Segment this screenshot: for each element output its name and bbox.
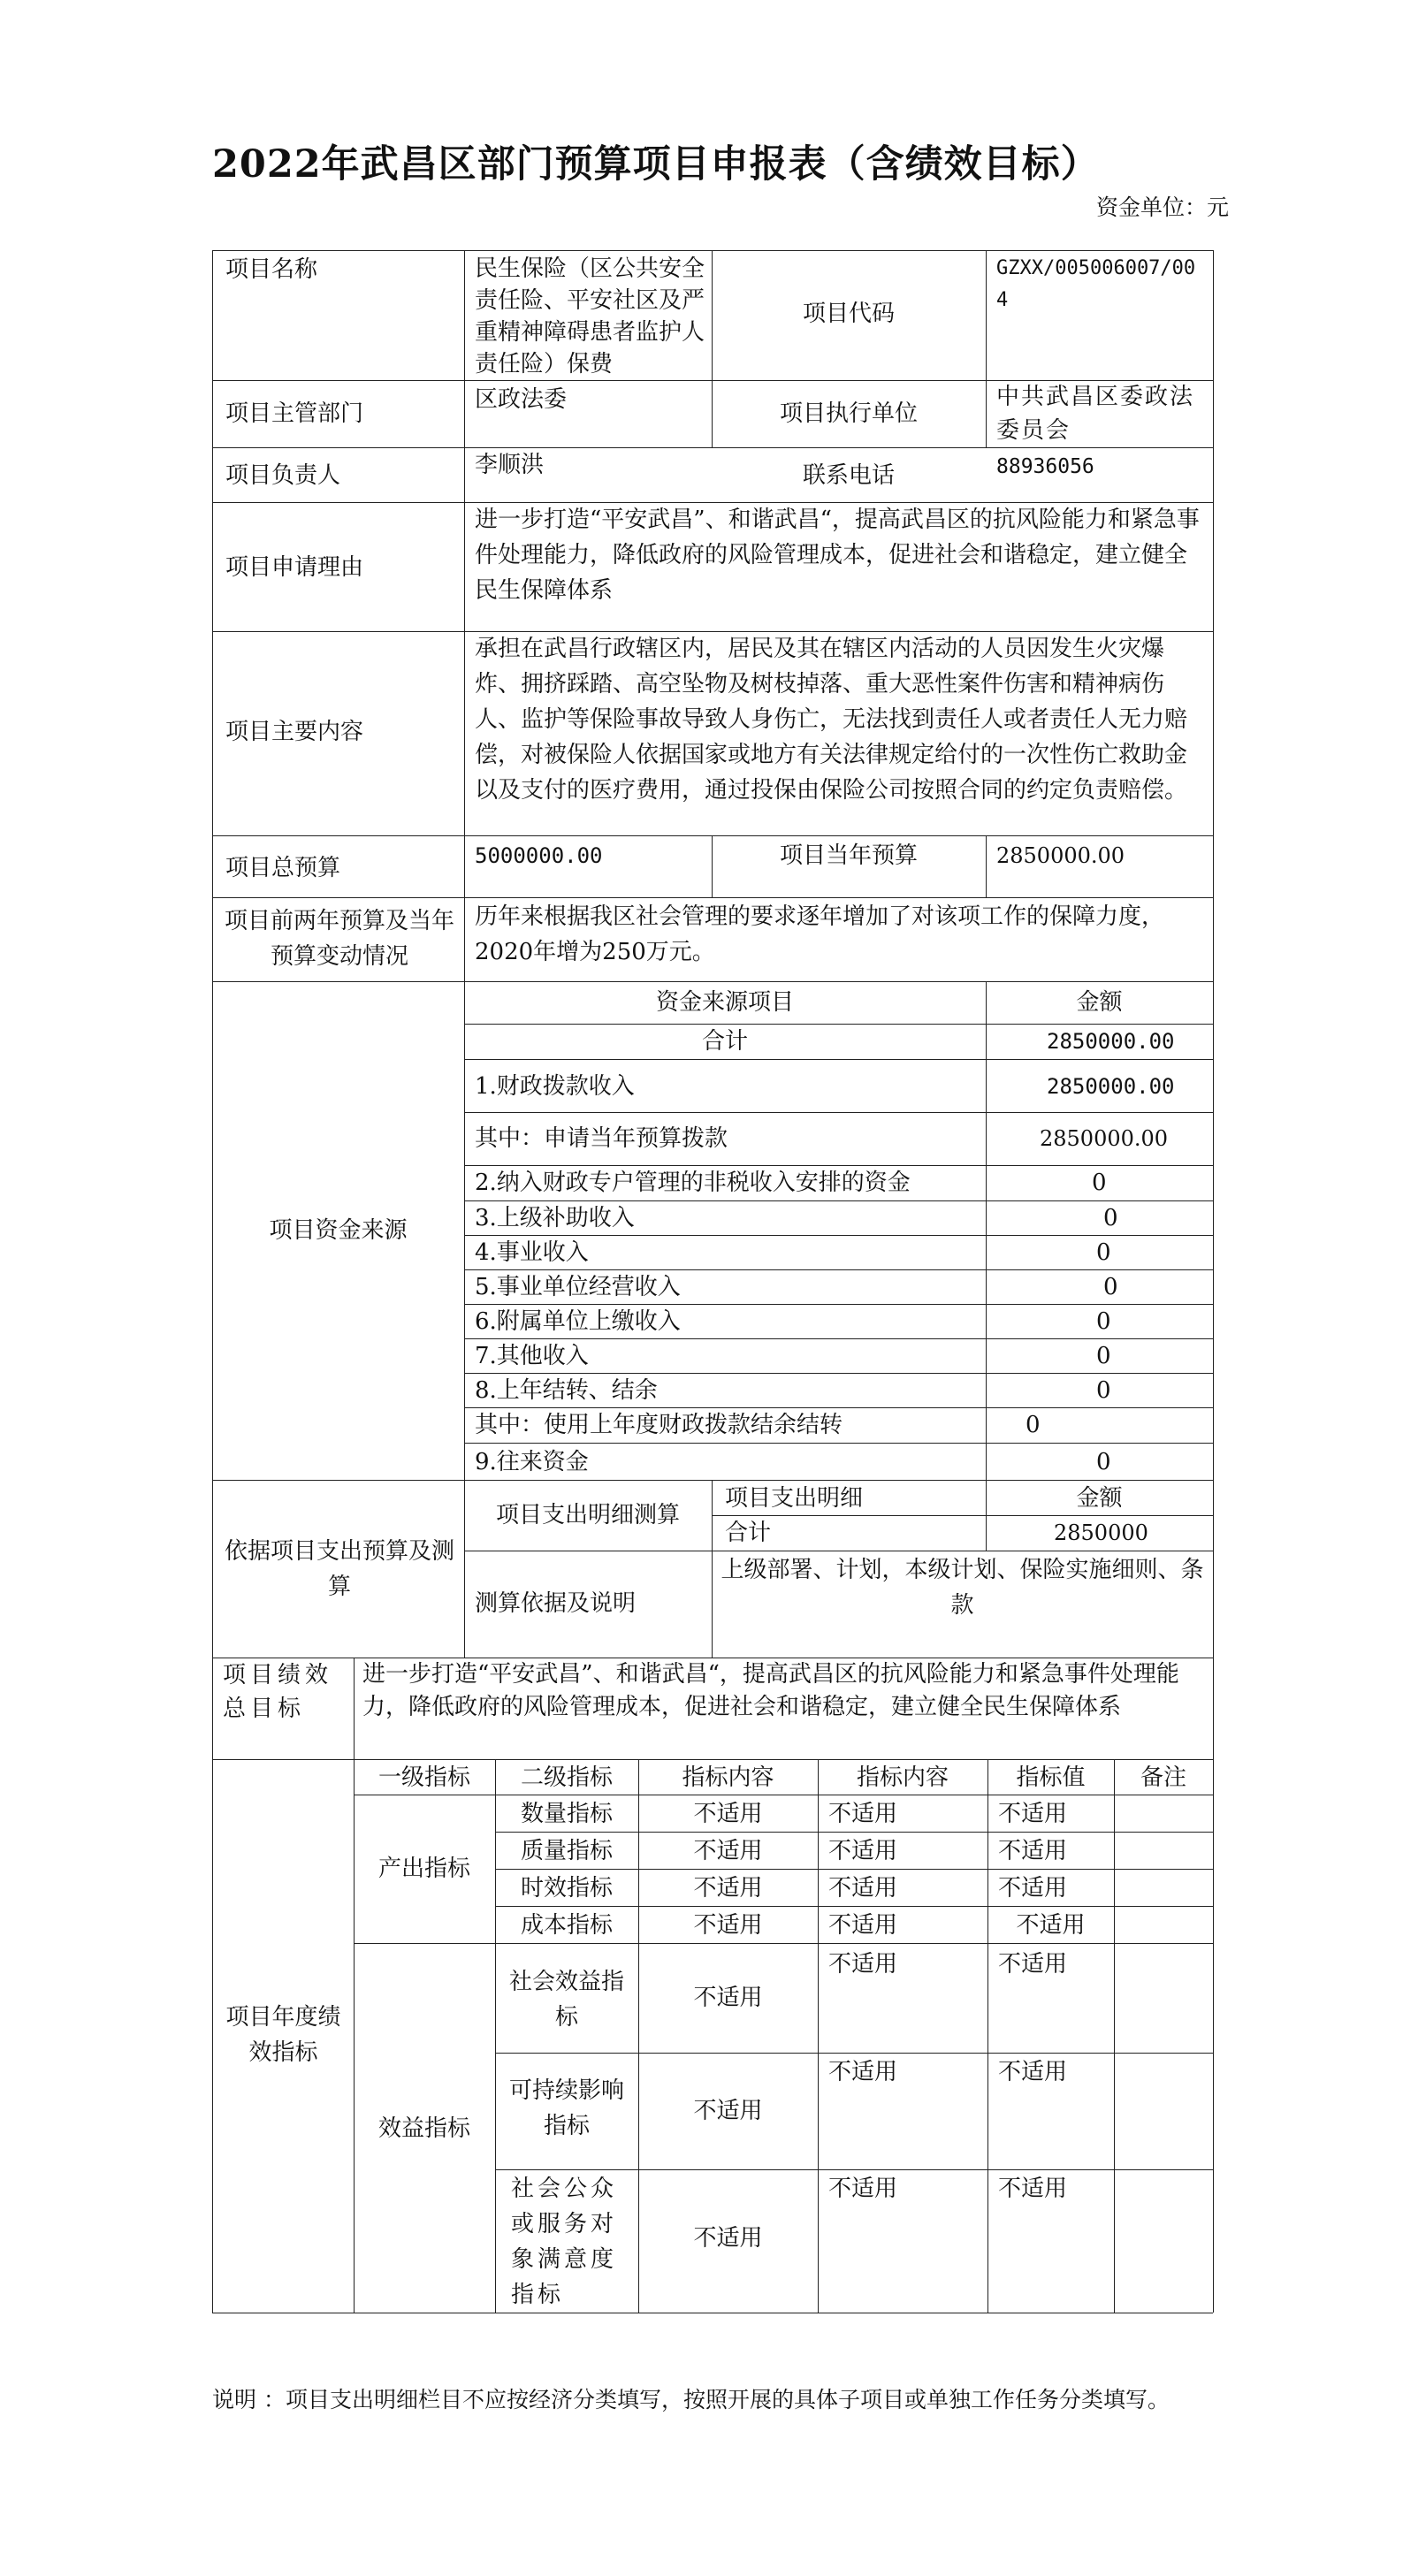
phone-label: 联系电话 (802, 462, 895, 489)
exec-unit-value: 中共武昌区委政法委员会 (996, 384, 1195, 444)
perf-header-note: 备注 (1140, 1764, 1186, 1791)
funding-row-amount: 0 (1096, 1239, 1111, 1266)
level1-benefit: 效益指标 (377, 2115, 470, 2142)
perf-header-level1: 一级指标 (377, 1764, 470, 1791)
indicator-level2: 质量指标 (520, 1838, 613, 1864)
year-budget-value: 2850000.00 (996, 843, 1125, 868)
currency-unit: 资金单位：元 (1095, 194, 1229, 220)
footer-note: 说明 ：项目支出明细栏目不应按经济分类填写，按照开展的具体子项目或单独工作任务分类填写。 (212, 2387, 1170, 2412)
funding-row-amount: 0 (1103, 1274, 1118, 1300)
funding-row-name: 9.往来资金 (475, 1449, 589, 1475)
content-label: 项目主要内容 (225, 719, 364, 745)
funding-row-name: 其中：申请当年预算拨款 (475, 1125, 728, 1152)
project-code-value: GZXX/005006007/004 (996, 257, 1196, 311)
funding-source-label: 项目资金来源 (269, 1217, 408, 1244)
indicator-value: 不适用 (998, 1801, 1068, 1827)
funding-col-source: 资金来源项目 (655, 989, 794, 1016)
funding-row-name: 合计 (701, 1028, 748, 1055)
indicator-content: 不适用 (693, 2225, 763, 2252)
expense-total-value: 2850000 (1054, 1520, 1148, 1545)
indicator-content: 不适用 (693, 1985, 763, 2011)
indicator-level2: 数量指标 (520, 1801, 613, 1827)
calc-basis-value: 上级部署、计划，本级计划、保险实施细则、条款 (721, 1557, 1204, 1619)
reason-value: 进一步打造“平安武昌”、和谐武昌“，提高武昌区的抗风险能力和紧急事件处理能力，降低政府的风险管理成本，促进社会和谐稳定，建立健全民生保障体系 (475, 507, 1200, 604)
indicator-level2: 成本指标 (520, 1912, 613, 1939)
expense-detail-label: 项目支出明细测算 (495, 1502, 680, 1528)
indicator-content: 不适用 (693, 1838, 763, 1864)
indicator-value: 不适用 (998, 1951, 1068, 1978)
indicator-value: 不适用 (998, 2176, 1068, 2202)
indicator-content: 不适用 (693, 1912, 763, 1939)
indicator-content: 不适用 (828, 2176, 898, 2202)
perf-header-content: 指标内容 (682, 1764, 774, 1791)
indicator-value: 不适用 (998, 2059, 1068, 2085)
dept-label: 项目主管部门 (225, 400, 364, 427)
perf-indicators-label: 项目年度绩效指标 (225, 2004, 341, 2066)
funding-row-name: 6.附属单位上缴收入 (475, 1308, 681, 1335)
funding-col-amount: 金额 (1076, 989, 1123, 1016)
funding-row-amount: 2850000.00 (1047, 1074, 1175, 1099)
funding-row-name: 1.财政拨款收入 (475, 1073, 635, 1100)
indicator-content: 不适用 (828, 1801, 898, 1827)
exec-unit-label: 项目执行单位 (779, 400, 918, 427)
funding-row-amount: 0 (1096, 1308, 1111, 1335)
funding-row-name: 8.上年结转、结余 (475, 1377, 658, 1404)
funding-row-amount: 2850000.00 (1040, 1126, 1169, 1151)
expense-col-amount: 金额 (1076, 1485, 1123, 1512)
funding-row-name: 4.事业收入 (475, 1239, 589, 1266)
total-budget-label: 项目总预算 (225, 855, 341, 881)
indicator-value: 不适用 (998, 1875, 1068, 1902)
perf-header-level2: 二级指标 (520, 1764, 613, 1791)
perf-header-value: 指标值 (1016, 1764, 1086, 1791)
funding-row-name: 7.其他收入 (475, 1343, 589, 1369)
budget-change-value: 历年来根据我区社会管理的要求逐年增加了对该项工作的保障力度，2020年增为250万元。 (475, 903, 1165, 965)
funding-row-name: 2.纳入财政专户管理的非税收入安排的资金 (475, 1170, 911, 1196)
indicator-value: 不适用 (998, 1838, 1068, 1864)
year-budget-label: 项目当年预算 (779, 842, 918, 869)
level1-output: 产出指标 (377, 1856, 470, 1882)
reason-label: 项目申请理由 (225, 554, 364, 581)
budget-change-label: 项目前两年预算及当年预算变动情况 (224, 908, 454, 970)
expense-total-label: 合计 (725, 1520, 772, 1546)
phone-value: 88936056 (996, 455, 1094, 478)
calc-basis-label: 测算依据及说明 (475, 1590, 637, 1617)
indicator-level2: 社会公众或服务对象满意度指标 (511, 2176, 618, 2308)
funding-row-amount: 0 (1096, 1377, 1111, 1404)
indicator-content: 不适用 (693, 2098, 763, 2124)
funding-row-name: 其中：使用上年度财政拨款结余结转 (475, 1412, 843, 1438)
indicator-content: 不适用 (693, 1875, 763, 1902)
project-code-label: 项目代码 (802, 301, 895, 327)
dept-value: 区政法委 (475, 386, 568, 413)
content-value: 承担在武昌行政辖区内，居民及其在辖区内活动的人员因发生火灾爆炸、拥挤踩踏、高空坠物及树枝掉落、重大恶性案件伤害和精神病伤人、监护等保险事故导致人身伤亡，无法找到责任人或者责任人无力赔偿，对被保险人依据国家或地方有关法律规定给付的一次性伤亡救助金以及支付的医疗费用，通过投保由保险公司按照合同的约定负责赔偿。 (475, 636, 1188, 804)
project-name-value: 民生保险（区公共安全责任险、平安社区及严重精神障碍患者监护人责任险）保费 (475, 255, 705, 377)
funding-row-amount: 0 (1092, 1170, 1107, 1196)
indicator-level2: 社会效益指标 (508, 1969, 624, 2031)
expense-col-item: 项目支出明细 (725, 1485, 864, 1512)
page-title: 2022年武昌区部门预算项目申报表（含绩效目标） (212, 142, 1100, 187)
perf-goal-label: 项目绩效总目标 (223, 1662, 333, 1722)
indicator-content: 不适用 (693, 1801, 763, 1827)
owner-label: 项目负责人 (225, 462, 341, 489)
indicator-content: 不适用 (828, 1838, 898, 1864)
owner-value: 李顺洪 (475, 452, 545, 478)
funding-row-amount: 0 (1096, 1343, 1111, 1369)
expense-basis-section-label: 依据项目支出预算及测算 (224, 1538, 454, 1600)
project-name-label: 项目名称 (225, 256, 318, 283)
perf-goal-value: 进一步打造“平安武昌”、和谐武昌“，提高武昌区的抗风险能力和紧急事件处理能力，降低政府的风险管理成本，促进社会和谐稳定，建立健全民生保障体系 (362, 1661, 1179, 1720)
indicator-content: 不适用 (828, 1951, 898, 1978)
funding-row-amount: 0 (1096, 1449, 1111, 1475)
indicator-content: 不适用 (828, 1912, 898, 1939)
indicator-content: 不适用 (828, 1875, 898, 1902)
funding-row-amount: 2850000.00 (1047, 1029, 1175, 1054)
total-budget-value: 5000000.00 (475, 843, 603, 868)
indicator-level2: 时效指标 (520, 1875, 613, 1902)
indicator-value: 不适用 (1016, 1912, 1086, 1939)
funding-row-amount: 0 (1026, 1412, 1041, 1438)
indicator-level2: 可持续影响指标 (508, 2077, 624, 2139)
funding-row-amount: 0 (1103, 1205, 1118, 1231)
funding-row-name: 3.上级补助收入 (475, 1205, 635, 1231)
perf-header-content: 指标内容 (856, 1764, 949, 1791)
funding-row-name: 5.事业单位经营收入 (475, 1274, 681, 1300)
indicator-content: 不适用 (828, 2059, 898, 2085)
